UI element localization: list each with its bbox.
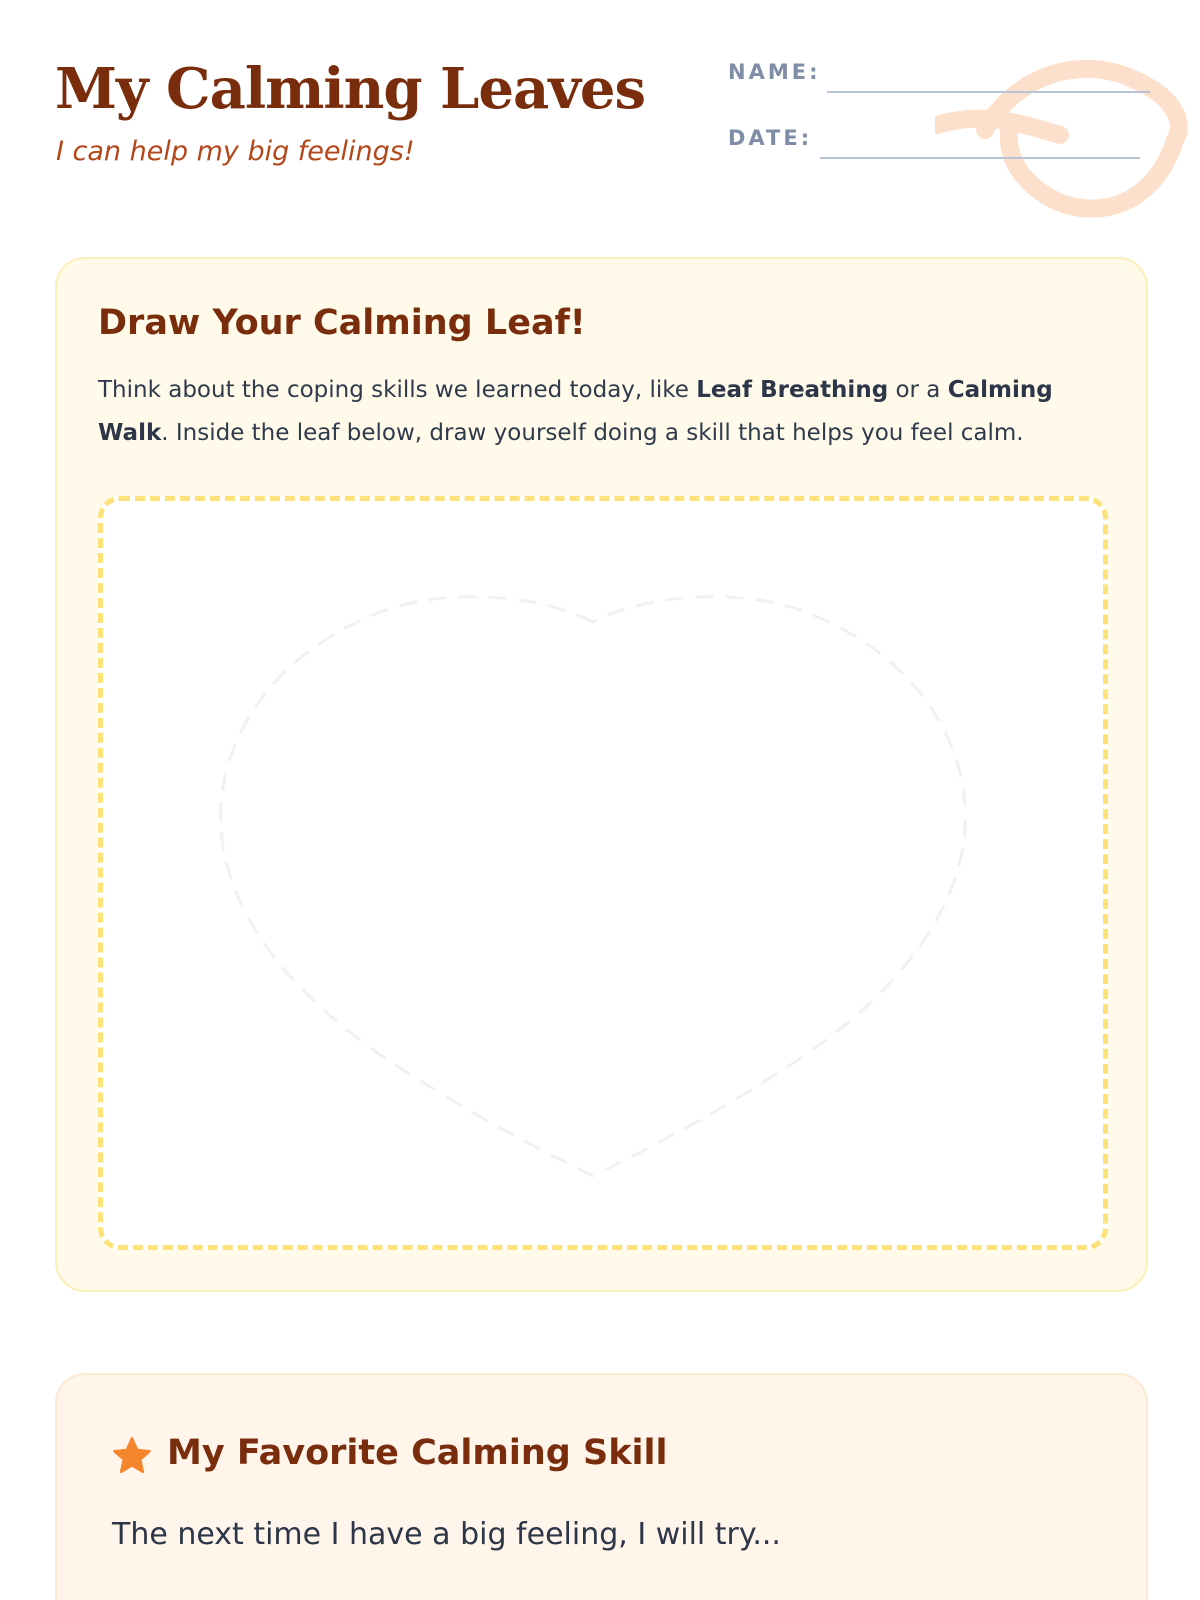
- worksheet-header: [0, 0, 1200, 230]
- leaf-icon: [935, 55, 1197, 220]
- heart-outline-icon: [103, 501, 1103, 1245]
- skill-leaf-breathing: Leaf Breathing: [696, 377, 889, 403]
- skill-calming-walk: Calming Walk: [98, 377, 1053, 446]
- drawing-area[interactable]: [98, 496, 1108, 1250]
- date-line[interactable]: [820, 157, 1140, 159]
- name-line[interactable]: [827, 91, 1150, 93]
- page-subtitle: I can help my big feelings!: [56, 136, 415, 167]
- star-icon: [111, 1435, 153, 1477]
- draw-card-title: Draw Your Calming Leaf!: [98, 303, 586, 343]
- favorite-skill-title: My Favorite Calming Skill: [167, 1433, 668, 1473]
- draw-card: [55, 257, 1148, 1292]
- page-title: My Calming Leaves: [55, 56, 646, 122]
- date-field: [728, 126, 812, 150]
- favorite-skill-prompt: The next time I have a big feeling, I will try...: [112, 1517, 781, 1552]
- instructions-text-3: . Inside the leaf below, draw yourself doing a skill that helps you feel calm.: [161, 420, 1024, 446]
- favorite-skill-card: [55, 1373, 1148, 1600]
- name-label: NAME:: [728, 60, 821, 84]
- instructions-text-1: Think about the coping skills we learned today, like: [98, 377, 697, 403]
- date-label: DATE:: [728, 126, 813, 150]
- instructions-text-2: or a: [888, 377, 948, 403]
- name-field: [728, 60, 820, 84]
- draw-card-instructions: [98, 369, 1118, 455]
